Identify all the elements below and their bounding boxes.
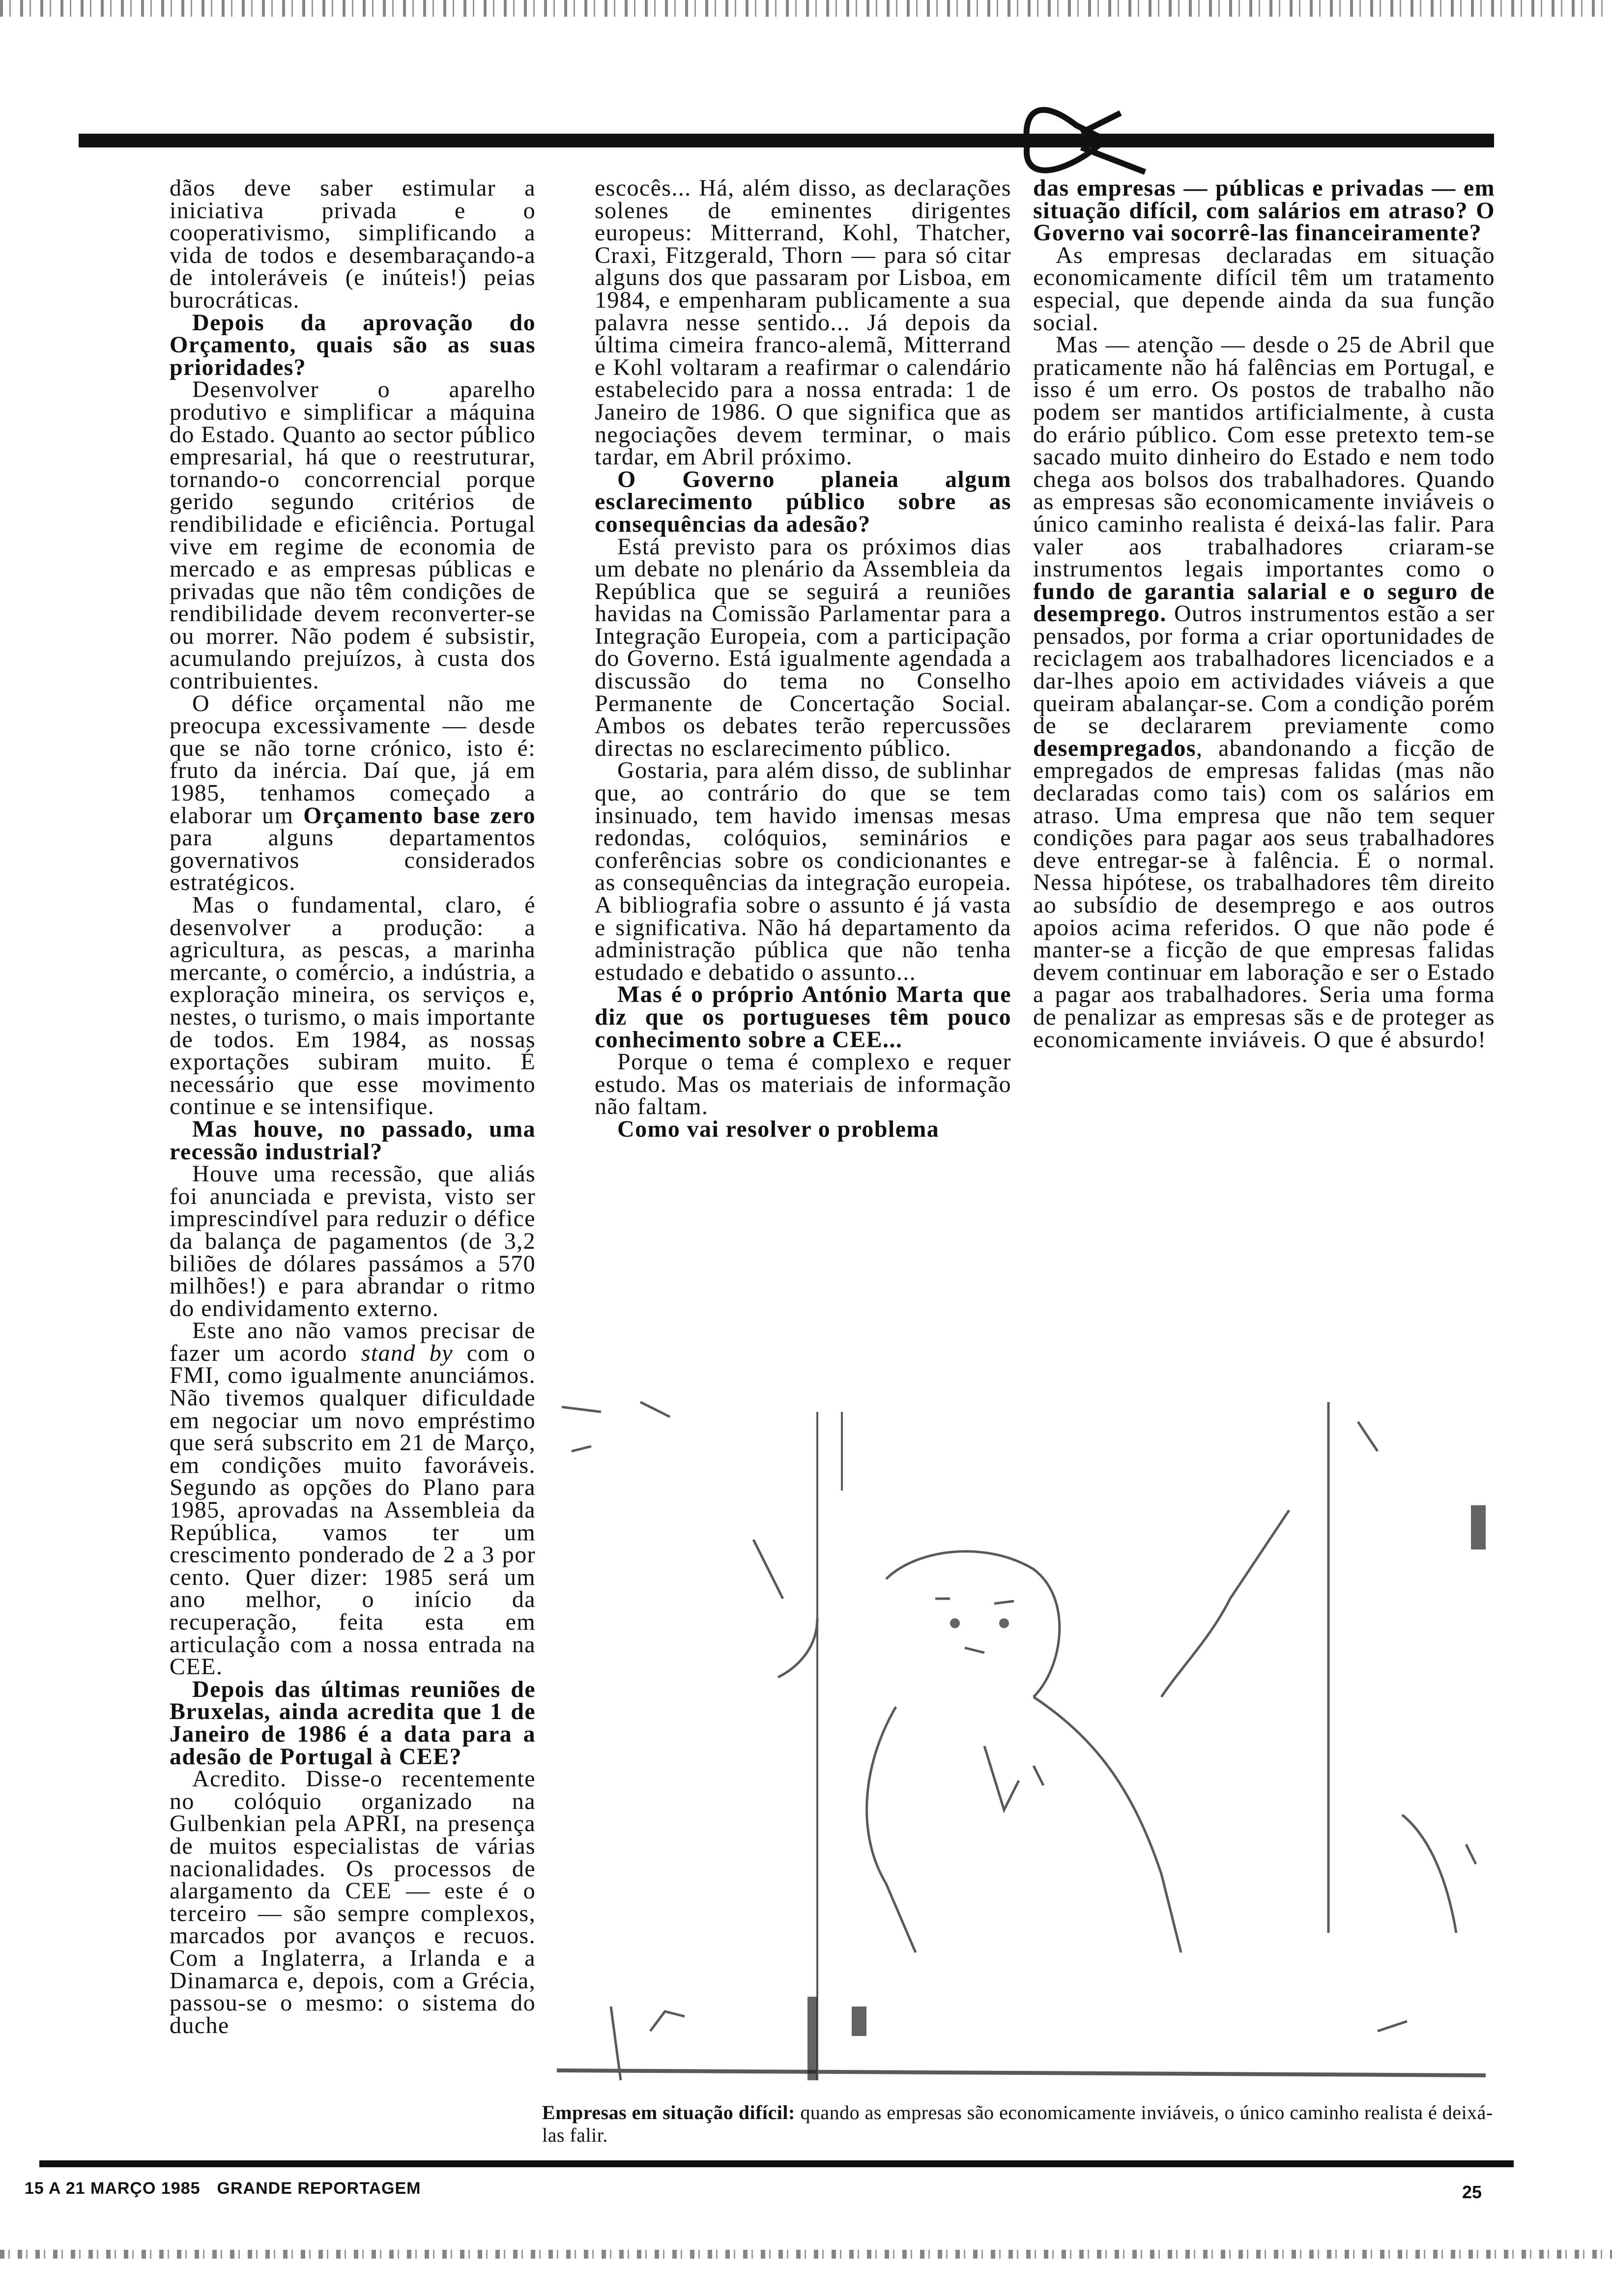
article-column-2 (595, 177, 1011, 1391)
text-run: Mas o fundamental, claro, é desenvolver a produção: a agricultura, as pescas, a marinha mercante, o comércio, a indústria, a exploração mineira, os serviços e, nestes, o turismo, o mais importante de todos. Em 1984, as nossas exportações subiram muito. É necessário que esse movimento continue e se intensifique. (170, 892, 536, 1120)
text-run: Gostaria, para além disso, de sublinhar que, ao contrário do que se tem insinuado, tem havido imensas mesas redondas, colóquios, seminários e conferências sobre os condicionantes e as consequências da integração europeia. A bibliografia sobre o assunto é já vasta e significativa. Não há departamento da administração pública que não tenha estudado e debatido o assunto... (595, 757, 1011, 985)
text-run: Como vai resolver o problema (617, 1116, 940, 1142)
footer-rule (39, 2160, 1514, 2167)
text-run: com o FMI, como igualmente anunciámos. Não tivemos qualquer dificuldade em negociar um novo empréstimo que será subscrito em 21 de Março, em condições muito favoráveis. Segundo as opções do Plano para 1985, aprovadas na Assembleia da República, vamos ter um crescimento ponderado de 2 a 3 por cento. Quer dizer: 1985 será um ano melhor, o início da recuperação, feita esta em articulação com a nossa entrada na CEE. (170, 1340, 536, 1680)
interview-question (595, 468, 1011, 536)
article-paragraph (595, 177, 1011, 468)
photo-caption (542, 2101, 1496, 2147)
text-run: Mas houve, no passado, uma recessão industrial? (170, 1116, 536, 1165)
bold-text: desempregados (1033, 735, 1196, 761)
article-photo (542, 1392, 1496, 2090)
text-run: Outros instrumentos estão a ser pensados, por forma a criar oportunidades de reciclagem aos trabalhadores licenciados e a dar-lhes apoio em actividades viáveis a que queiram abalançar-se. Com a condição porém de se declararem previamente como (1033, 601, 1495, 739)
text-run: O Governo planeia algum esclarecimento público sobre as consequências da adesão? (595, 466, 1011, 537)
article-paragraph (170, 894, 536, 1118)
ribbon-bow-decoration (1022, 98, 1199, 182)
article-paragraph (170, 1768, 536, 2037)
article-column-3 (1033, 177, 1495, 1391)
interview-question (1033, 177, 1495, 244)
text-run: Mas — atenção — desde o 25 de Abril que praticamente não há falências em Portugal, e isso é um erro. Os postos de trabalho não podem ser mantidos artificialmente, à custa do erário público. Com esse pretexto tem-se sacado muito dinheiro do Estado e nem todo chega aos bolsos dos trabalhadores. Quando as empresas são economicamente inviáveis o único caminho realista é deixá-las falir. Para valer aos trabalhadores criaram-se instrumentos legais importantes como o (1033, 332, 1495, 582)
text-run: dãos deve saber estimular a iniciativa privada e o cooperativismo, simplificando a vida de todos e desembaraçando-a de intoleráveis (e inúteis!) peias burocráticas. (170, 177, 536, 313)
article-paragraph (1033, 334, 1495, 1051)
interview-question (595, 983, 1011, 1051)
text-run: Está previsto para os próximos dias um debate no plenário da Assembleia da República que se seguirá a reuniões havidas na Comissão Parlamentar para a Integração Europeia, com a participação do Governo. Está igualmente agendada a discussão do tema no Conselho Permanente de Concertação Social. Ambos os debates terão repercussões directas no esclarecimento público. (595, 533, 1011, 761)
text-run: Depois das últimas reuniões de Bruxelas, ainda acredita que 1 de Janeiro de 1986 é a data para a adesão de Portugal à CEE? (170, 1676, 536, 1770)
italic-text: stand by (361, 1340, 453, 1366)
bold-text: fundo de garantia salarial e o seguro de desemprego. (1033, 578, 1495, 627)
text-run: Desenvolver o aparelho produtivo e simplificar a máquina do Estado. Quanto ao sector público empresarial, há que o reestruturar, tornando-o concorrencial porque gerido segundo critérios de rendibilidade e eficiência. Portugal vive em regime de economia de mercado e as empresas públicas e privadas que não têm condições de rendibilidade devem reconverter-se ou morrer. Não podem é subsistir, acumulando prejuízos, à custa dos contribuientes. (170, 376, 536, 694)
text-run: Mas é o próprio António Marta que diz que os portugueses têm pouco conhecimento sobre a CEE... (595, 981, 1011, 1053)
scan-artifact-bottom (0, 2250, 1612, 2259)
interview-question (170, 1678, 536, 1768)
article-paragraph (1033, 244, 1495, 334)
header-rule (79, 134, 1494, 147)
interview-question (170, 1118, 536, 1163)
text-run: O défice orçamental não me preocupa excessivamente — desde que se não torne crónico, isto é: fruto da inércia. Daí que, já em 1985, tenhamos começado a elaborar um (170, 690, 536, 829)
footer-publication-info (25, 2179, 421, 2198)
text-run: Este ano não vamos precisar de fazer um acordo (170, 1318, 536, 1366)
text-run: Porque o tema é complexo e requer estudo. Mas os materiais de informação não faltam. (595, 1049, 1011, 1120)
article-paragraph (595, 1051, 1011, 1118)
text-run: Depois da aprovação do Orçamento, quais são as suas prioridades? (170, 309, 536, 380)
article-column-1 (170, 177, 536, 2172)
text-run: escocês... Há, além disso, as declarações solenes de eminentes dirigentes europeus: Mitterrand, Kohl, Thatcher, Craxi, Fitzgerald, Thorn — para só citar alguns dos que passaram por Lisboa, em 1984, e empenharam publicamente a sua palavra nesse sentido... Já depois da última cimeira franco-alemã, Mitterrand e Kohl voltaram a reafirmar o calendário estabelecido para a nossa entrada: 1 de Janeiro de 1986. O que significa que as negociações devem terminar, o mais tardar, em Abril próximo. (595, 177, 1011, 470)
text-run: As empresas declaradas em situação economicamente difícil têm um tratamento especial, que depende ainda da sua função social. (1033, 242, 1495, 336)
article-paragraph (595, 759, 1011, 983)
interview-question (170, 309, 536, 380)
bold-text: Orçamento base zero (303, 802, 536, 829)
interview-question (595, 1118, 1011, 1141)
article-paragraph (170, 1163, 536, 1320)
article-paragraph (170, 378, 536, 692)
photo-caption-text: quando as empresas são economicamente inviáveis, o único caminho realista é deixá-las falir. (542, 2101, 1493, 2146)
photo-caption-bold: Empresas em situação difícil: (542, 2101, 795, 2124)
article-paragraph (170, 692, 536, 894)
page-number: 25 (1462, 2182, 1482, 2202)
footer-section: GRANDE REPORTAGEM (217, 2179, 421, 2198)
text-run: , abandonando a ficção de empregados de empresas falidas (mas não declaradas como tais) com os salários em atraso. Uma empresa que não tem sequer condições para pagar aos seus trabalhadores deve entregar-se à falência. É o normal. Nessa hipótese, os trabalhadores têm direito ao subsídio de desemprego e aos outros apoios acima referidos. O que não pode é manter-se a ficção de que empresas falidas devem continuar em laboração e ser o Estado a pagar aos trabalhadores. Seria uma forma de penalizar as empresas sãs e de proteger as economicamente inviáveis. O que é absurdo! (1033, 735, 1495, 1053)
scan-artifact-top (0, 0, 1612, 17)
article-paragraph (170, 1320, 536, 1678)
footer-date: 15 A 21 MARÇO 1985 (25, 2179, 201, 2198)
photo-man-gesturing-image (542, 1392, 1496, 2090)
text-run: Acredito. Disse-o recentemente no colóquio organizado na Gulbenkian pela APRI, na presença de muitos especialistas de várias nacionalidades. Os processos de alargamento da CEE — este é o terceiro — são sempre complexos, marcados por avanços e recuos. Com a Inglaterra, a Irlanda e a Dinamarca e, depois, com a Grécia, passou-se o mesmo: o sistema do duche (170, 1766, 536, 2038)
article-paragraph (170, 177, 536, 312)
text-run: das empresas — públicas e privadas — em situação difícil, com salários em atraso? O Governo vai socorrê-las financeiramente? (1033, 177, 1495, 246)
text-run: para alguns departamentos governativos considerados estratégicos. (170, 825, 536, 896)
text-run: Houve uma recessão, que aliás foi anunciada e prevista, visto ser imprescindível para reduzir o défice da balança de pagamentos (de 3,2 biliões de dólares passámos a 570 milhões!) e para abrandar o ritmo do endividamento externo. (170, 1161, 536, 1321)
article-paragraph (595, 533, 1011, 761)
